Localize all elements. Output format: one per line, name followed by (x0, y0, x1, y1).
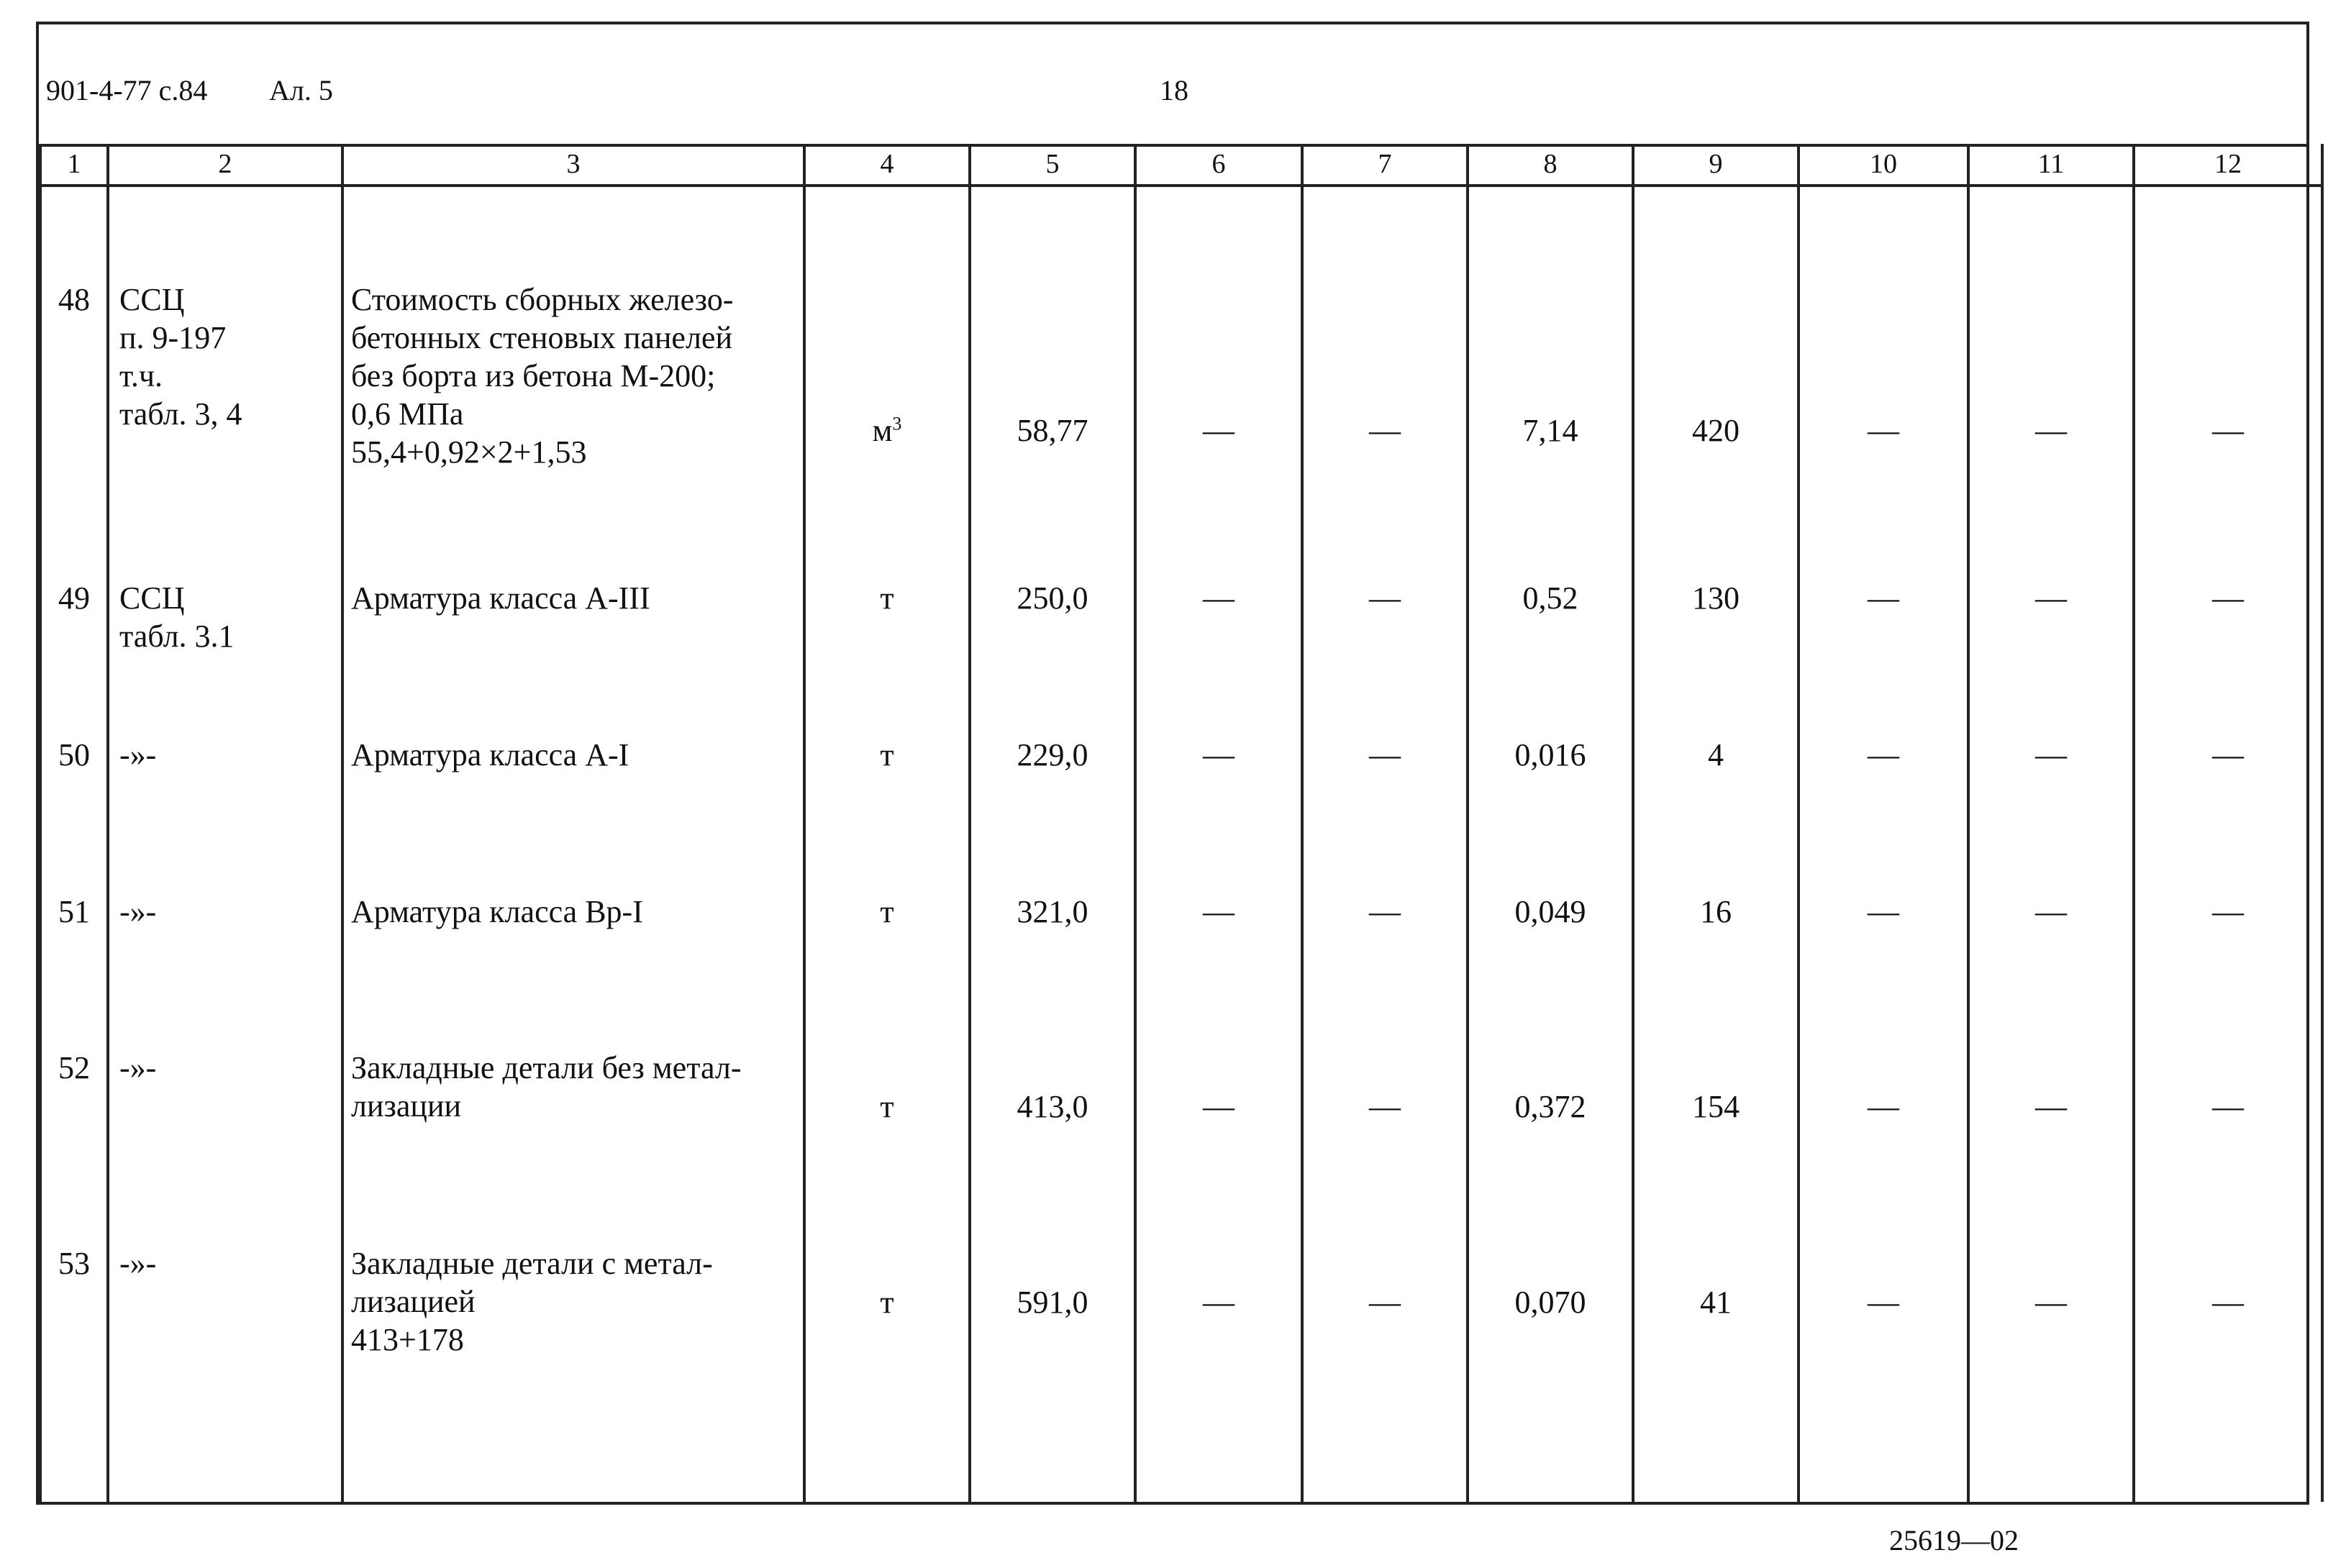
row-number: 52 (58, 1050, 90, 1085)
col-unit (804, 186, 970, 1502)
description-cell: Арматура класса Вр-I (351, 894, 643, 929)
unit-text: м (872, 413, 893, 448)
col-5 (970, 186, 1135, 1502)
reference-cell: ССЦ табл. 3.1 (119, 580, 235, 654)
value-cell-c9: 154 (1692, 1089, 1740, 1124)
column-number: 7 (1302, 144, 1468, 186)
unit-text: т (880, 580, 894, 616)
estimate-table (39, 144, 2324, 1502)
value-cell-c11: — (2035, 1089, 2067, 1124)
column-number: 1 (40, 144, 108, 186)
column-number: 6 (1135, 144, 1302, 186)
description-cell: Закладные детали без метал- лизации (351, 1050, 742, 1123)
col-6 (1135, 186, 1302, 1502)
description-cell: Арматура класса А-I (351, 737, 629, 772)
unit-cell (806, 1283, 968, 1321)
unit-text: т (880, 1089, 894, 1124)
value-cell-c11: — (2035, 737, 2067, 772)
col-7 (1302, 186, 1468, 1502)
value-cell-c8: 7,14 (1522, 413, 1578, 448)
value-cell-c8: 0,52 (1522, 580, 1578, 616)
row-number: 51 (58, 894, 90, 929)
value-cell-c5: 229,0 (1017, 737, 1088, 772)
value-cell-c12: — (2212, 1285, 2244, 1320)
description-cell: Закладные детали с метал- лизацией 413+178 (351, 1246, 713, 1357)
value-cell-c10: — (1868, 413, 1899, 448)
value-cell-c5: 250,0 (1017, 580, 1088, 616)
value-cell-c7: — (1369, 737, 1401, 772)
value-cell-c9: 41 (1700, 1285, 1732, 1320)
sheet-label: Ал. 5 (269, 74, 333, 106)
value-cell-c10: — (1868, 737, 1899, 772)
unit-cell (806, 579, 968, 617)
column-number: 4 (804, 144, 970, 186)
value-cell-c12: — (2212, 894, 2244, 929)
value-cell-c6: — (1203, 894, 1235, 929)
document-code: 901-4-77 с.84 (46, 74, 208, 106)
reference-cell: -»- (119, 1050, 157, 1085)
table-body (40, 186, 2322, 1502)
row-number: 53 (58, 1246, 90, 1281)
value-cell-c8: 0,372 (1514, 1089, 1586, 1124)
column-number: 10 (1799, 144, 1968, 186)
column-number: 9 (1633, 144, 1799, 186)
value-cell-c10: — (1868, 1285, 1899, 1320)
column-number: 2 (108, 144, 342, 186)
value-cell-c11: — (2035, 1285, 2067, 1320)
unit-cell (806, 736, 968, 774)
column-number: 3 (342, 144, 804, 186)
document-frame (36, 22, 2309, 1505)
col-row-number (40, 186, 108, 1502)
value-cell-c8: 0,016 (1514, 737, 1586, 772)
value-cell-c5: 413,0 (1017, 1089, 1088, 1124)
value-cell-c10: — (1868, 580, 1899, 616)
value-cell-c6: — (1203, 413, 1235, 448)
value-cell-c12: — (2212, 413, 2244, 448)
value-cell-c11: — (2035, 580, 2067, 616)
value-cell-c5: 591,0 (1017, 1285, 1088, 1320)
value-cell-c9: 16 (1700, 894, 1732, 929)
col-reference (108, 186, 342, 1502)
column-number: 8 (1468, 144, 1633, 186)
col-name (342, 186, 804, 1502)
column-number: 5 (970, 144, 1135, 186)
column-number: 11 (1968, 144, 2134, 186)
col-9 (1633, 186, 1799, 1502)
value-cell-c6: — (1203, 1285, 1235, 1320)
value-cell-c9: 130 (1692, 580, 1740, 616)
row-number: 48 (58, 282, 90, 317)
value-cell-c12: — (2212, 737, 2244, 772)
row-number: 49 (58, 580, 90, 616)
value-cell-c6: — (1203, 737, 1235, 772)
value-cell-c11: — (2035, 894, 2067, 929)
value-cell-c5: 321,0 (1017, 894, 1088, 929)
value-cell-c10: — (1868, 894, 1899, 929)
description-cell: Арматура класса А-III (351, 580, 650, 616)
col-10 (1799, 186, 1968, 1502)
unit-superscript: 3 (892, 413, 902, 434)
value-cell-c12: — (2212, 1089, 2244, 1124)
value-cell-c9: 4 (1708, 737, 1724, 772)
row-number: 50 (58, 737, 90, 772)
value-cell-c5: 58,77 (1017, 413, 1088, 448)
value-cell-c7: — (1369, 1285, 1401, 1320)
value-cell-c6: — (1203, 1089, 1235, 1124)
page-number: 18 (1160, 74, 1188, 106)
column-number-row (40, 144, 2322, 186)
value-cell-c9: 420 (1692, 413, 1740, 448)
value-cell-c7: — (1369, 413, 1401, 448)
reference-cell: -»- (119, 894, 157, 929)
description-cell: Стоимость сборных железо- бетонных стеновых панелей без борта из бетона М-200; 0,6 МПа 55,4+0,92×2+1,53 (351, 282, 734, 470)
value-cell-c8: 0,049 (1514, 894, 1586, 929)
value-cell-c7: — (1369, 580, 1401, 616)
footer-code: 25619—02 (1889, 1524, 2019, 1556)
value-cell-c8: 0,070 (1514, 1285, 1586, 1320)
value-cell-c12: — (2212, 580, 2244, 616)
value-cell-c7: — (1369, 894, 1401, 929)
unit-cell (806, 1088, 968, 1126)
header-band (39, 24, 2306, 147)
value-cell-c7: — (1369, 1089, 1401, 1124)
reference-cell: ССЦ п. 9-197 т.ч. табл. 3, 4 (119, 282, 242, 432)
unit-text: т (880, 1285, 894, 1320)
value-cell-c11: — (2035, 413, 2067, 448)
reference-cell: -»- (119, 737, 157, 772)
col-8 (1468, 186, 1633, 1502)
column-number: 12 (2134, 144, 2322, 186)
unit-text: т (880, 894, 894, 929)
unit-cell (806, 411, 968, 450)
unit-cell (806, 893, 968, 931)
reference-cell: -»- (119, 1246, 157, 1281)
value-cell-c6: — (1203, 580, 1235, 616)
col-12 (2134, 186, 2322, 1502)
unit-text: т (880, 737, 894, 772)
value-cell-c10: — (1868, 1089, 1899, 1124)
col-11 (1968, 186, 2134, 1502)
